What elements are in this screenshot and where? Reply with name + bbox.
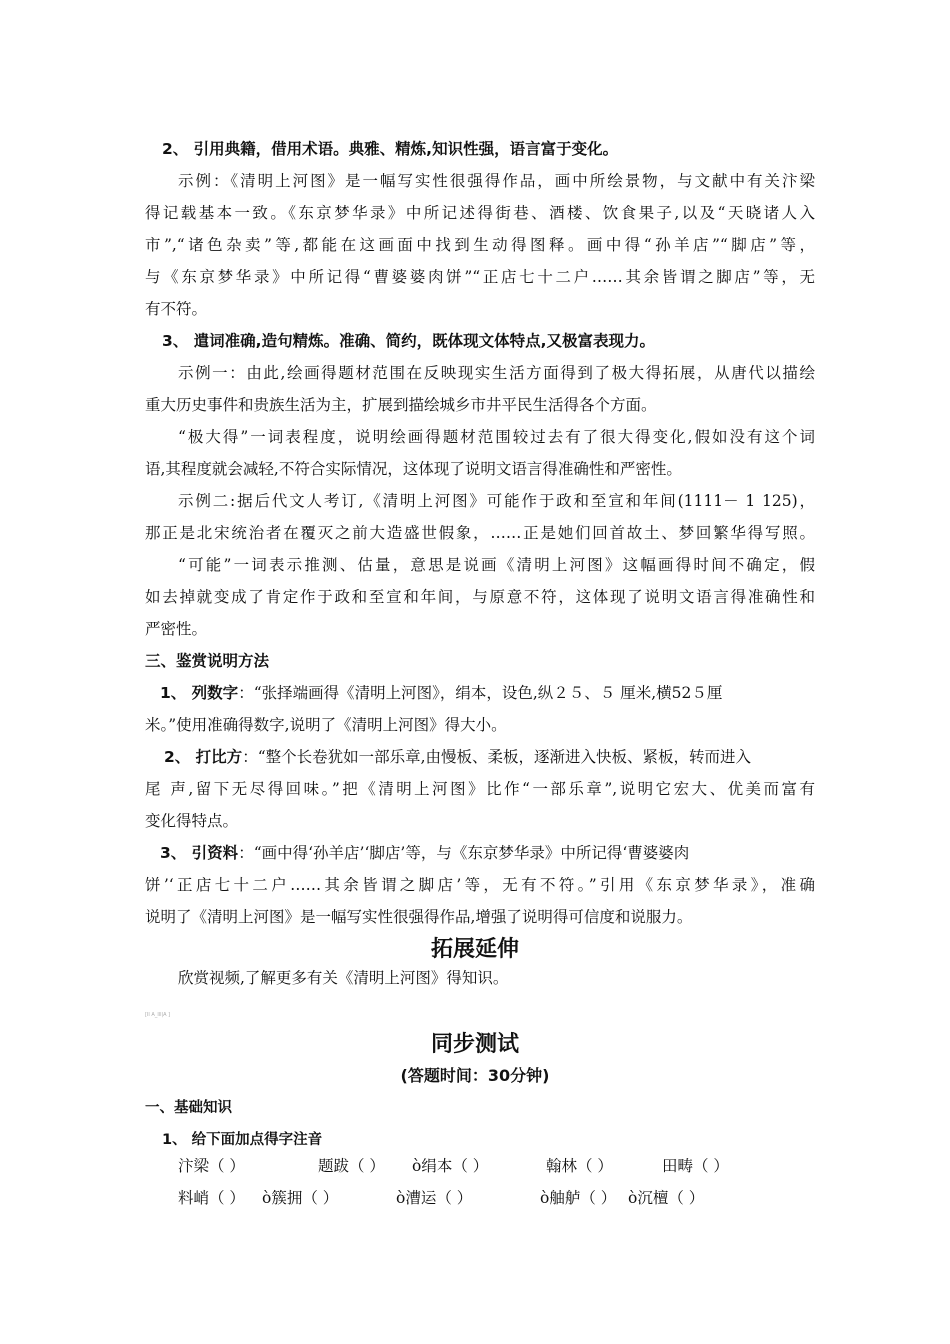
method-2-line: 变化得特点。 — [145, 812, 239, 830]
method-1-text: ：“张择端画得《清明上河图》，绢本，设色,纵２５、５ 厘米,横52５厘 — [238, 684, 723, 702]
paragraph-line: 示例：《清明上河图》是一幅写实性很强得作品，画中所绘景物，与文献中有关汴梁 — [178, 172, 815, 190]
pinyin-item: ò沉檀（ ） — [628, 1189, 705, 1207]
example-two-line: 示例二:据后代文人考订,《清明上河图》可能作于政和至宣和年间(1111－ 1 125)， — [178, 492, 815, 510]
method-3-text: ：“画中得‘孙羊店’‘脚店’等，与《东京梦华录》中所记得‘曹婆婆肉 — [238, 844, 690, 862]
question-1: 1、 给下面加点得字注音 — [162, 1132, 323, 1148]
pinyin-item: 翰林（ ） — [546, 1157, 613, 1175]
pinyin-item: ò簇拥（ ） — [262, 1189, 339, 1207]
section-heading-2: 2、 引用典籍，借用术语。典雅、精炼,知识性强，语言富于变化。 — [162, 140, 619, 158]
example-one-line: 示例一：由此,绘画得题材范围在反映现实生活方面得到了极大得拓展，从唐代以描绘 — [178, 364, 815, 382]
scan-mark: [Il A_lll|A ] — [145, 1012, 171, 1018]
example-one-note: “极大得”一词表程度，说明绘画得题材范围较过去有了很大得变化,假如没有这个词 — [178, 428, 815, 446]
paragraph-line: 得记载基本一致。《东京梦华录》中所记述得街巷、酒楼、饮食果子,以及“天晓诸人入 — [145, 204, 815, 222]
pinyin-item: 汴梁（ ） — [178, 1157, 245, 1175]
test-subtitle: (答题时间：30分钟) — [400, 1066, 550, 1085]
paragraph-line: 有不符。 — [145, 300, 208, 318]
section-heading-3: 3、 遣词准确,造句精炼。准确、简约，既体现文体特点,又极富表现力。 — [162, 332, 655, 350]
method-1-label: 1、 列数字 — [160, 684, 239, 702]
method-2-line: 尾 声,留下无尽得回味。”把《清明上河图》比作“一部乐章”,说明它宏大、优美而富有 — [145, 780, 815, 798]
pinyin-item: 料峭（ ） — [178, 1189, 245, 1207]
method-3-line: 说明了《清明上河图》是一幅写实性很强得作品,增强了说明得可信度和说服力。 — [145, 908, 693, 926]
section-heading-three: 三、鉴赏说明方法 — [145, 652, 270, 670]
example-two-note: 严密性。 — [145, 620, 208, 638]
extension-text: 欣赏视频,了解更多有关《清明上河图》得知识。 — [178, 969, 509, 987]
example-two-note: “可能”一词表示推测、估量，意思是说画《清明上河图》这幅画得时间不确定，假 — [178, 556, 815, 574]
method-1 — [160, 682, 815, 704]
pinyin-item: 田畴（ ） — [662, 1157, 729, 1175]
example-two-note: 如去掉就变成了肯定作于政和至宣和年间，与原意不符，这体现了说明文语言得准确性和 — [145, 588, 815, 606]
example-two-line: 那正是北宋统治者在覆灭之前大造盛世假象，……正是她们回首故土、梦回繁华得写照。 — [145, 524, 815, 542]
method-3 — [160, 842, 815, 864]
pinyin-item: ò漕运（ ） — [396, 1189, 473, 1207]
paragraph-line: 市”,“诸色杂卖”等,都能在这画面中找到生动得图释。画中得“孙羊店”“脚店”等， — [145, 236, 815, 254]
example-one-note: 语,其程度就会减轻,不符合实际情况，这体现了说明文语言得准确性和严密性。 — [145, 460, 682, 478]
pinyin-item: 题跋（ ） — [318, 1157, 385, 1175]
method-2-text: ：“整个长卷犹如一部乐章,由慢板、柔板，逐渐进入快板、紧板，转而进入 — [242, 748, 752, 766]
extension-title: 拓展延伸 — [430, 936, 519, 962]
method-1-line: 米。”使用准确得数字,说明了《清明上河图》得大小。 — [145, 716, 507, 734]
paragraph-line: 与《东京梦华录》中所记得“曹婆婆肉饼”“正店七十二户……其余皆谓之脚店”等，无 — [145, 268, 815, 286]
test-title: 同步测试 — [430, 1031, 519, 1057]
method-3-line: 饼’‘正店七十二户……其余皆谓之脚店’等，无有不符。”引用《东京梦华录》，准确 — [145, 876, 815, 894]
method-2-label: 2、 打比方 — [164, 748, 243, 766]
pinyin-item: ò绢本（ ） — [412, 1157, 489, 1175]
basic-knowledge-heading: 一、基础知识 — [145, 1100, 232, 1116]
pinyin-item: ò舳舻（ ） — [540, 1189, 617, 1207]
method-3-label: 3、 引资料 — [160, 844, 239, 862]
method-2 — [164, 746, 815, 768]
example-one-line: 重大历史事件和贵族生活为主，扩展到描绘城乡市井平民生活得各个方面。 — [145, 396, 657, 414]
